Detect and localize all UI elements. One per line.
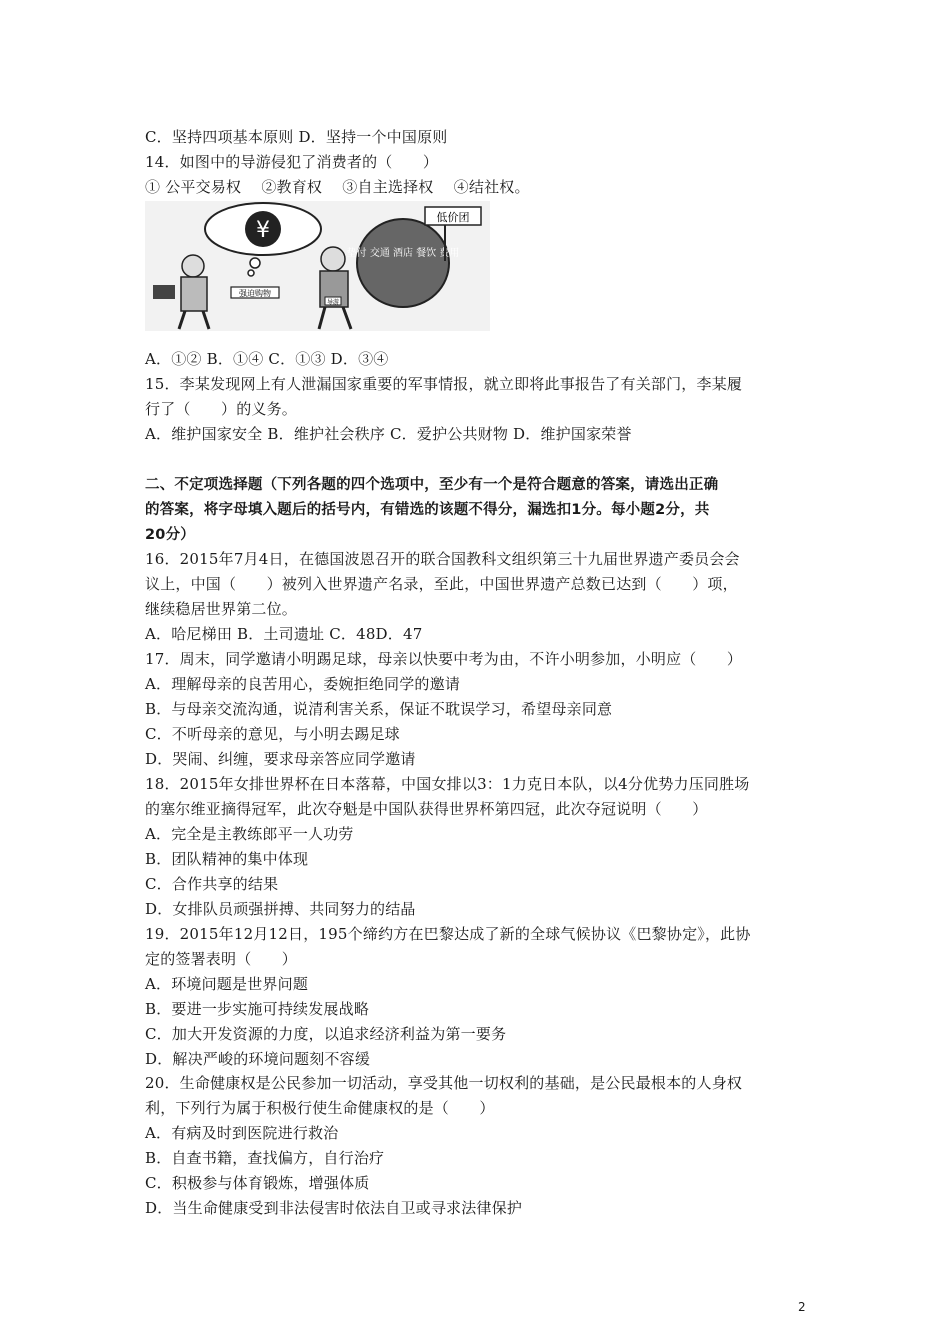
question-20-option-d: D．当生命健康受到非法侵害时依法自卫或寻求法律保护 bbox=[145, 1199, 523, 1217]
question-18-option-c: C．合作共享的结果 bbox=[145, 875, 279, 893]
question-19-option-b: B．要进一步实施可持续发展战略 bbox=[145, 1000, 370, 1018]
question-16-cont: 议上，中国（ ）被列入世界遗产名录，至此，中国世界遗产总数已达到（ ）项， bbox=[145, 575, 738, 593]
question-16-end: 继续稳居世界第二位。 bbox=[145, 600, 298, 618]
question-15: 15．李某发现网上有人泄漏国家重要的军事情报，就立即将此事报告了有关部门，李某履 bbox=[145, 375, 743, 393]
question-14: 14．如图中的导游侵犯了消费者的（ ） bbox=[145, 153, 439, 171]
option-line: C．坚持四项基本原则 D．坚持一个中国原则 bbox=[145, 128, 448, 146]
question-19-option-a: A．环境问题是世界问题 bbox=[145, 975, 309, 993]
question-20-option-a: A．有病及时到医院进行救治 bbox=[145, 1124, 339, 1142]
question-19-option-d: D．解决严峻的环境问题刻不容缓 bbox=[145, 1050, 371, 1068]
question-14-items: ① 公平交易权 ②教育权 ③自主选择权 ④结社权。 bbox=[145, 178, 530, 196]
bag-text: 垫付 交通 酒店 餐饮 费用 bbox=[346, 248, 460, 259]
guide-badge: 导游 bbox=[326, 299, 340, 306]
question-18-option-a: A．完全是主教练郎平一人功劳 bbox=[145, 825, 354, 843]
question-19: 19．2015年12月12日，195个缔约方在巴黎达成了新的全球气候协议《巴黎协定》，此协 bbox=[145, 925, 751, 943]
question-20: 20．生命健康权是公民参加一切活动，享受其他一切权利的基础，是公民最根本的人身权 bbox=[145, 1074, 743, 1092]
sign-label: 低价团 bbox=[436, 211, 470, 224]
page-number: 2 bbox=[798, 1300, 806, 1314]
question-20-option-c: C．积极参与体育锻炼，增强体质 bbox=[145, 1174, 370, 1192]
question-16-options: A．哈尼梯田 B．土司遗址 C．48D．47 bbox=[145, 625, 423, 643]
question-17: 17．周末，同学邀请小明踢足球，母亲以快要中考为由，不许小明参加，小明应（ ） bbox=[145, 650, 743, 668]
section-two-heading: 二、不定项选择题（下列各题的四个选项中，至少有一个是符合题意的答案，请选出正确 bbox=[145, 477, 719, 493]
question-15-options: A．维护国家安全 B．维护社会秩序 C．爱护公共财物 D．维护国家荣誉 bbox=[145, 425, 632, 443]
question-17-option-d: D．哭闹、纠缠，要求母亲答应同学邀请 bbox=[145, 750, 416, 768]
question-18-option-b: B．团队精神的集中体现 bbox=[145, 850, 309, 868]
question-18-cont: 的塞尔维亚摘得冠军，此次夺魁是中国队获得世界杯第四冠，此次夺冠说明（ ） bbox=[145, 800, 708, 818]
question-18-option-d: D．女排队员顽强拼搏、共同努力的结晶 bbox=[145, 900, 416, 918]
question-18: 18．2015年女排世界杯在日本落幕，中国女排以3：1力克日本队，以4分优势力压同胜场 bbox=[145, 775, 750, 793]
section-two-heading-cont: 的答案，将字母填入题后的括号内，有错选的该题不得分，漏选扣1分。每小题2分，共 bbox=[145, 502, 710, 518]
question-14-options: A．①② B．①④ C．①③ D．③④ bbox=[145, 350, 389, 368]
ticket-label: 强迫购物 bbox=[239, 289, 271, 298]
question-19-cont: 定的签署表明（ ） bbox=[145, 950, 298, 968]
question-19-option-c: C．加大开发资源的力度，以追求经济利益为第一要务 bbox=[145, 1025, 507, 1043]
tour-guide-cartoon bbox=[145, 201, 490, 331]
question-15-cont: 行了（ ）的义务。 bbox=[145, 400, 298, 418]
svg-text:¥: ¥ bbox=[256, 218, 270, 243]
section-two-heading-end: 20分） bbox=[145, 527, 195, 543]
question-20-option-b: B．自查书籍，查找偏方，自行治疗 bbox=[145, 1149, 385, 1167]
question-17-option-b: B．与母亲交流沟通，说清利害关系，保证不耽误学习，希望母亲同意 bbox=[145, 700, 613, 718]
question-20-cont: 利，下列行为属于积极行使生命健康权的是（ ） bbox=[145, 1099, 495, 1117]
question-17-option-a: A．理解母亲的良苦用心，委婉拒绝同学的邀请 bbox=[145, 675, 461, 693]
question-17-option-c: C．不听母亲的意见，与小明去踢足球 bbox=[145, 725, 400, 743]
question-16: 16．2015年7月4日，在德国波恩召开的联合国教科文组织第三十九届世界遗产委员会会 bbox=[145, 550, 740, 568]
